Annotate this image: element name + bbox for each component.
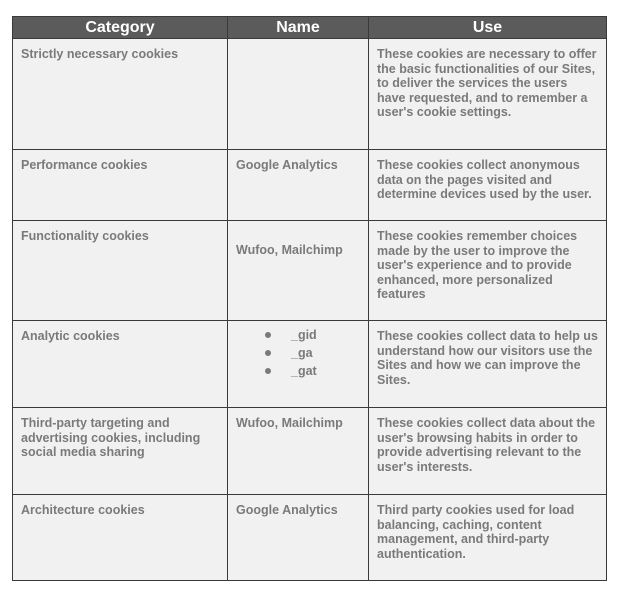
cell-use: These cookies remember choices made by the user to improve the user's experience and to provide enhanced, more personalized features xyxy=(369,221,607,321)
table-row xyxy=(13,39,607,150)
cell-category: Third-party targeting and advertising cookies, including social media sharing xyxy=(13,408,228,495)
cell-name: Wufoo, Mailchimp xyxy=(228,221,369,321)
cell-name: Google Analytics xyxy=(228,495,369,581)
table-row xyxy=(13,408,607,495)
cell-use: Third party cookies used for load balancing, caching, content management, and third-party authentication. xyxy=(369,495,607,581)
table-row xyxy=(13,495,607,581)
cell-use: These cookies collect anonymous data on the pages visited and determine devices used by the user. xyxy=(369,150,607,221)
list-item: _gat xyxy=(236,362,360,380)
table-header-row xyxy=(13,17,607,39)
cell-category: Architecture cookies xyxy=(13,495,228,581)
cell-name: Wufoo, Mailchimp xyxy=(228,408,369,495)
cell-name xyxy=(228,321,369,408)
table-row xyxy=(13,221,607,321)
cell-use: These cookies are necessary to offer the basic functionalities of our Sites, to deliver the services the users have requested, and to remember a user's cookie settings. xyxy=(369,39,607,150)
cell-category: Functionality cookies xyxy=(13,221,228,321)
cell-name: Google Analytics xyxy=(228,150,369,221)
cookie-name-list xyxy=(236,326,360,380)
cell-use: These cookies collect data to help us understand how our visitors use the Sites and how we can improve the Sites. xyxy=(369,321,607,408)
cookie-table xyxy=(12,16,607,581)
table-row xyxy=(13,321,607,408)
header-name: Name xyxy=(228,17,369,39)
table-row xyxy=(13,150,607,221)
cell-category: Performance cookies xyxy=(13,150,228,221)
cell-name xyxy=(228,39,369,150)
header-use: Use xyxy=(369,17,607,39)
header-category: Category xyxy=(13,17,228,39)
list-item: _gid xyxy=(236,326,360,344)
cell-category: Analytic cookies xyxy=(13,321,228,408)
list-item: _ga xyxy=(236,344,360,362)
cell-use: These cookies collect data about the user's browsing habits in order to provide advertising relevant to the user's interests. xyxy=(369,408,607,495)
cell-category: Strictly necessary cookies xyxy=(13,39,228,150)
